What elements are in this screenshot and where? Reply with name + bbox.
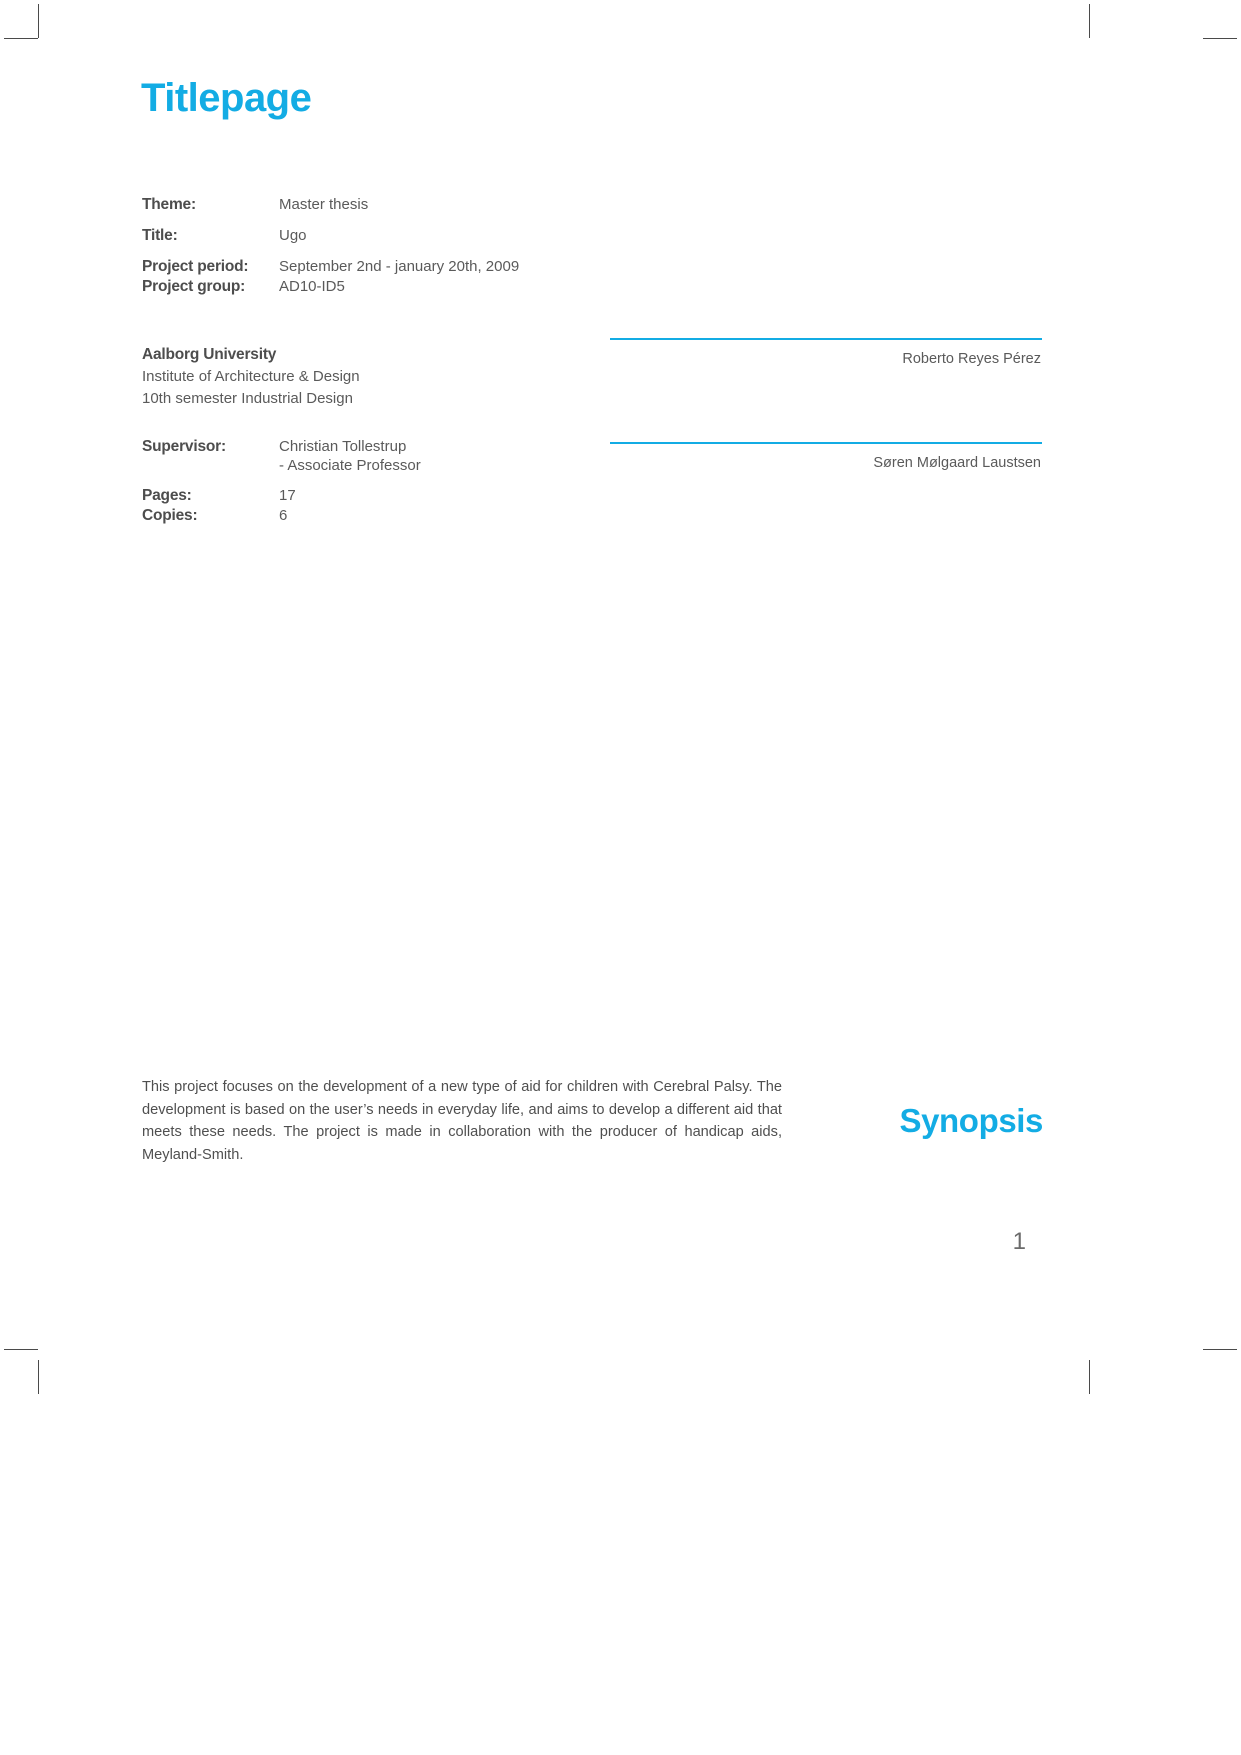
- crop-mark-top-right-horizontal: [1203, 38, 1237, 39]
- meta-value-project-period: September 2nd - january 20th, 2009: [279, 258, 520, 275]
- meta-label-project-group: Project group:: [142, 278, 246, 295]
- table-row: [142, 487, 612, 505]
- crop-mark-bottom-left-vertical: [38, 1360, 39, 1394]
- meta-label-pages: Pages:: [142, 487, 192, 504]
- meta-value-project-group: AD10-ID5: [279, 278, 345, 295]
- project-metadata: [142, 196, 612, 296]
- meta-value-supervisor-role: - Associate Professor: [279, 457, 421, 474]
- meta-label-project-period: Project period:: [142, 258, 249, 275]
- meta-label-theme: Theme:: [142, 196, 196, 213]
- table-row: [142, 278, 612, 296]
- signature-name-2: Søren Mølgaard Laustsen: [873, 455, 1041, 471]
- crop-mark-bottom-right-horizontal: [1203, 1349, 1237, 1350]
- meta-label-copies: Copies:: [142, 507, 198, 524]
- meta-value-supervisor-name: Christian Tollestrup: [279, 438, 407, 455]
- supervisor-block: [142, 438, 612, 525]
- crop-mark-bottom-left-horizontal: [4, 1349, 38, 1350]
- signature-line: [610, 442, 1042, 444]
- crop-mark-bottom-right-vertical: [1089, 1360, 1090, 1394]
- table-row: [142, 258, 612, 276]
- signature-block-2: [610, 442, 1042, 471]
- table-row: [142, 438, 612, 456]
- signature-block-1: [610, 338, 1042, 367]
- meta-value-copies: 6: [279, 507, 288, 524]
- institution-semester: 10th semester Industrial Design: [142, 390, 353, 408]
- signature-line: [610, 338, 1042, 340]
- institution-block: [142, 344, 360, 410]
- page-title: Titlepage: [141, 76, 312, 120]
- meta-value-title: Ugo: [279, 227, 307, 244]
- crop-mark-top-left-horizontal: [4, 38, 38, 39]
- table-row: [142, 196, 612, 214]
- table-row: [142, 227, 612, 245]
- meta-label-supervisor: Supervisor:: [142, 438, 226, 455]
- synopsis-heading: Synopsis: [899, 1102, 1043, 1139]
- synopsis-body: This project focuses on the development of a new type of aid for children with Cerebral Palsy. The development is based on the user’s needs in everyday life, and aims to develop a different aid that meets these needs. The project is made in collaboration with the producer of handicap aids, Meyland-Smith.: [142, 1079, 782, 1163]
- institution-name: Aalborg University: [142, 346, 277, 363]
- crop-mark-top-right-vertical: [1089, 4, 1090, 38]
- table-row: [142, 507, 612, 525]
- crop-mark-top-left-vertical: [38, 4, 39, 38]
- page-number: 1: [1012, 1228, 1026, 1255]
- meta-label-title: Title:: [142, 227, 178, 244]
- institution-department: Institute of Architecture & Design: [142, 368, 360, 386]
- signature-name-1: Roberto Reyes Pérez: [902, 351, 1041, 367]
- meta-value-pages: 17: [279, 487, 296, 504]
- meta-value-theme: Master thesis: [279, 196, 369, 213]
